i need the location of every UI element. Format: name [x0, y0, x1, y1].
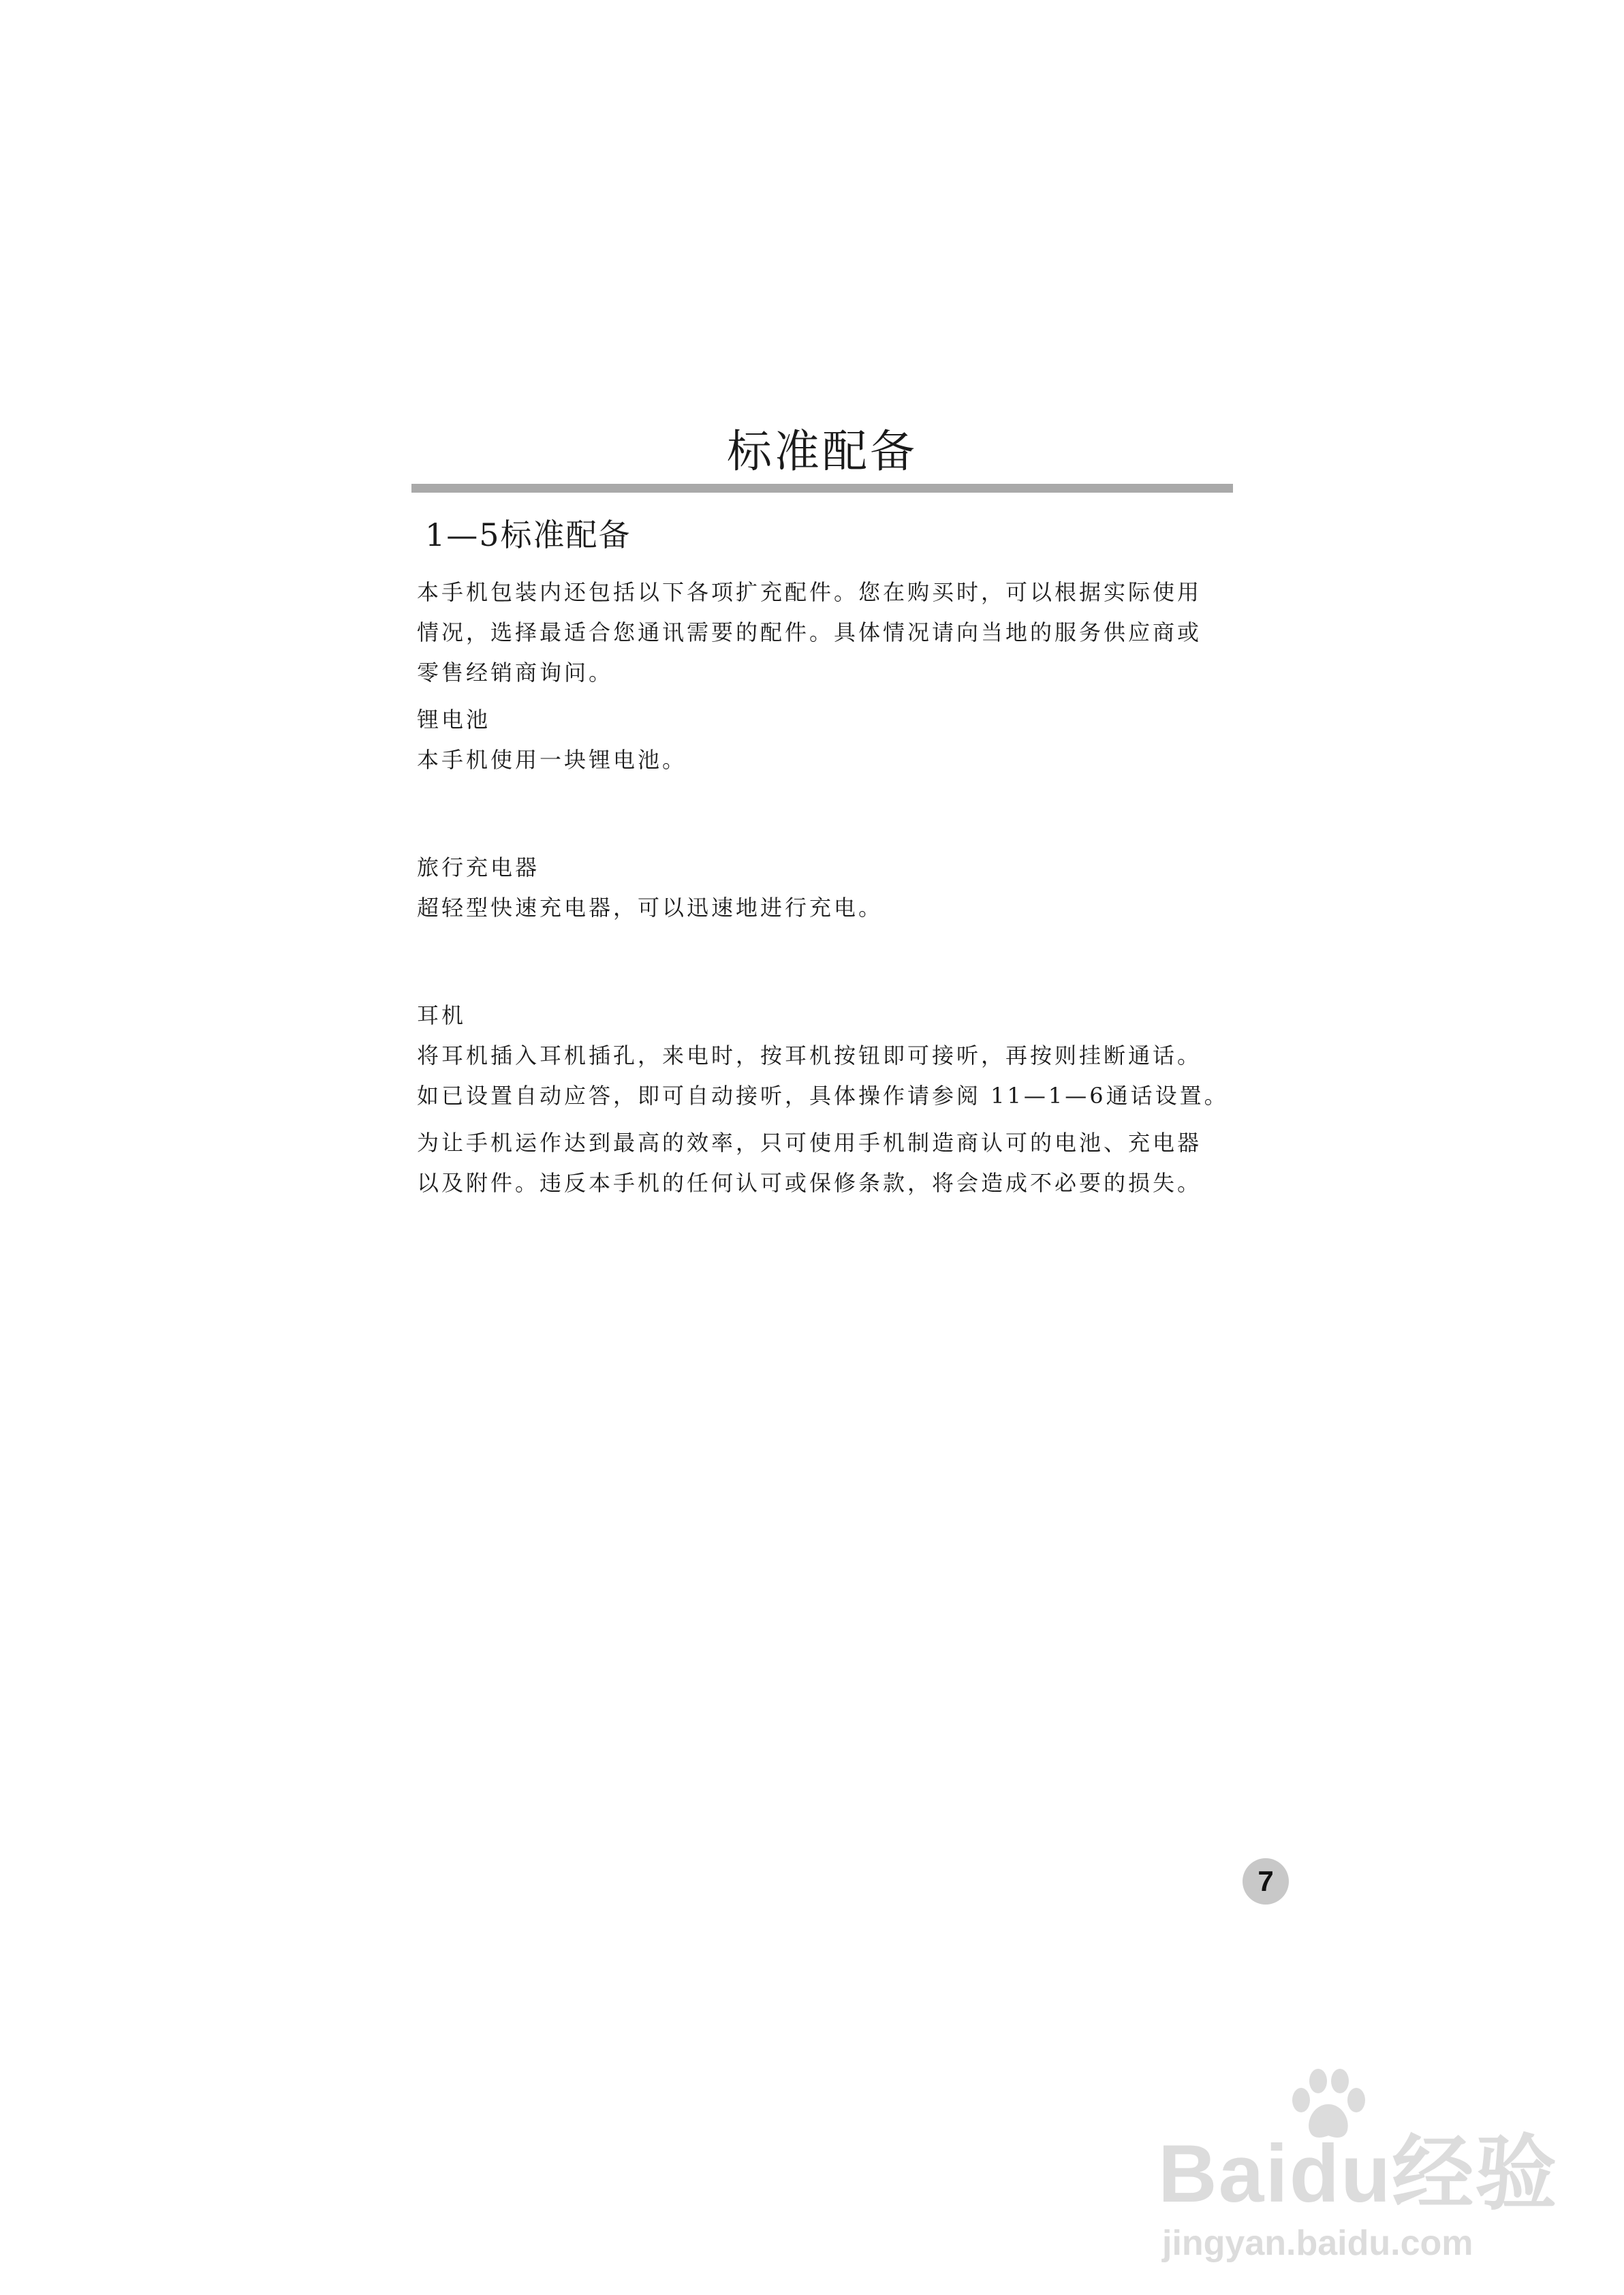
- closing-line: 以及附件。违反本手机的任何认可或保修条款，将会造成不必要的损失。: [417, 1170, 1202, 1196]
- baidu-watermark: [1158, 2065, 1559, 2269]
- watermark-url: jingyan.baidu.com: [1162, 2223, 1473, 2263]
- closing-line: 为让手机运作达到最高的效率，只可使用手机制造商认可的电池、充电器: [417, 1130, 1202, 1156]
- intro-line: 本手机包装内还包括以下各项扩充配件。您在购买时，可以根据实际使用: [417, 579, 1202, 605]
- closing-paragraph: [417, 1123, 1234, 1203]
- item-title: 旅行充电器: [417, 854, 540, 880]
- item-travel-charger: [417, 848, 1234, 928]
- title-rule: [411, 484, 1233, 493]
- item-description: 如已设置自动应答，即可自动接听，具体操作请参阅 11—1—6通话设置。: [417, 1083, 1229, 1109]
- page-title: 标准配备: [727, 425, 918, 478]
- item-description: 超轻型快速充电器，可以迅速地进行充电。: [417, 895, 884, 921]
- intro-line: 情况，选择最适合您通讯需要的配件。具体情况请向当地的服务供应商或: [417, 619, 1202, 645]
- item-battery: [417, 700, 1234, 780]
- item-description: 本手机使用一块锂电池。: [417, 747, 687, 773]
- item-earphone: [417, 996, 1234, 1116]
- watermark-brand: Baidu经验: [1158, 2128, 1559, 2219]
- document-body: [417, 504, 1234, 1203]
- intro-paragraph: [417, 572, 1234, 693]
- page-number-badge: 7: [1243, 1858, 1289, 1905]
- intro-line: 零售经销商询问。: [417, 660, 614, 686]
- item-description: 将耳机插入耳机插孔，来电时，按耳机按钮即可接听，再按则挂断通话。: [417, 1043, 1202, 1068]
- item-title: 耳机: [417, 1002, 467, 1028]
- item-title: 锂电池: [417, 707, 491, 733]
- section-heading: 1—5标准配备: [425, 517, 631, 553]
